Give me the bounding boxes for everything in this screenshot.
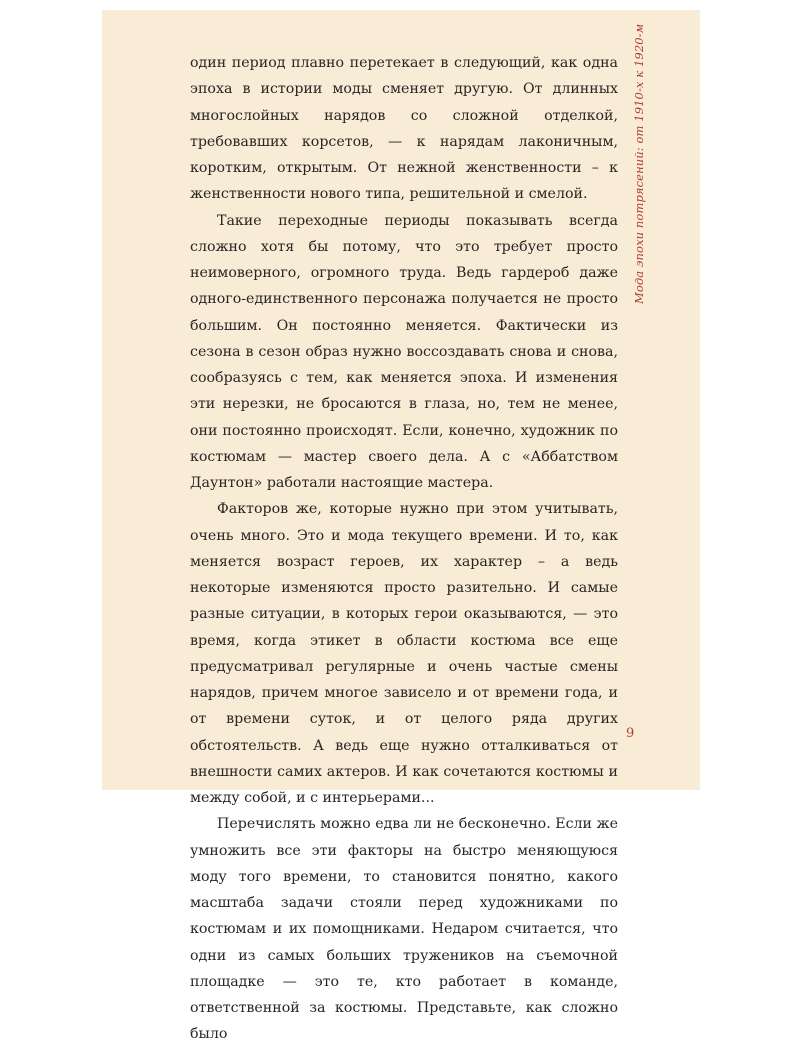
body-text (190, 50, 618, 1048)
running-head: Мода эпохи потрясений: от 1910-х к 1920-м (632, 23, 646, 304)
book-page (102, 10, 700, 1043)
paragraph-3: Факторов же, которые нужно при этом учитывать, очень много. Это и мода текущего времени. И то, как меняется возраст героев, их характер – а ведь некоторые изменяются просто разительно. И самые разные ситуации, в которых герои оказываются, — это время, когда этикет в области костюма все еще предусматривал регулярные и очень частые смены нарядов, причем многое зависело и от времени года, и от времени суток, и от целого ряда других обстоятельств. А ведь еще нужно отталкиваться от внешности самих актеров. И как сочетаются костюмы и между собой, и с интерьерами... (190, 501, 618, 806)
paragraph-4: Перечислять можно едва ли не бесконечно. Если же умножить все эти факторы на быстро меняющуюся моду того времени, то становится понятно, какого масштаба задачи стояли перед художниками по костюмам и их помощниками. Недаром считается, что одни из самых больших тружеников на съемочной площадке — это те, кто работает в команде, ответственной за костюмы. Представьте, как сложно было (190, 816, 618, 1043)
paragraph-1: один период плавно перетекает в следующий, как одна эпоха в истории моды сменяет другую. От длинных многослойных нарядов со сложной отделкой, требовавших корсетов, — к нарядам лаконичным, коротким, открытым. От нежной женственности – к женственности нового типа, решительной и смелой. (190, 55, 618, 203)
page-number: 9 (626, 726, 635, 741)
paragraph-2: Такие переходные периоды показывать всегда сложно хотя бы потому, что это требует просто неимоверного, огромного труда. Ведь гардероб даже одного-единственного персонажа получается не просто большим. Он постоянно меняется. Фактически из сезона в сезон образ нужно воссоздавать снова и снова, сообразуясь с тем, как меняется эпоха. И изменения эти нерезки, не бросаются в глаза, но, тем не менее, они постоянно происходят. Если, конечно, художник по костюмам — мастер своего дела. А с «Аббатством Даунтон» работали настоящие мастера. (190, 212, 618, 491)
